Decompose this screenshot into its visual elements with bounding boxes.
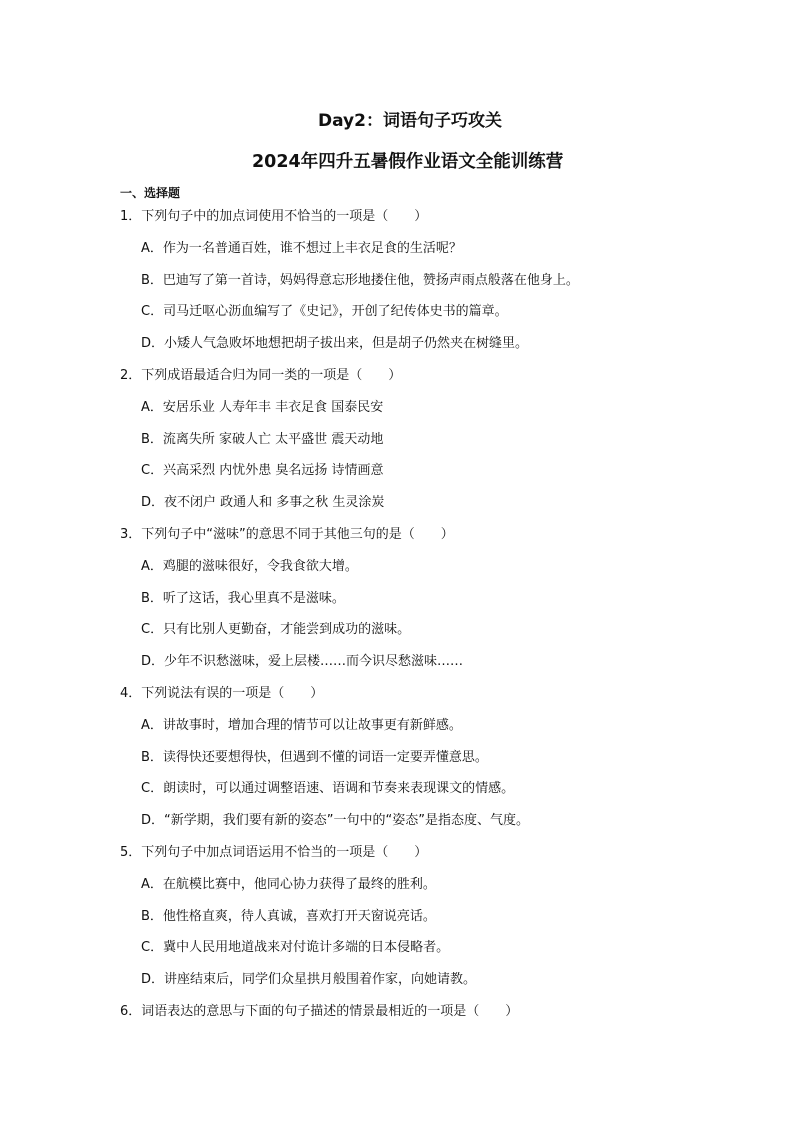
question-option: A．作为一名普通百姓，谁不想过上丰衣足食的生活呢？ [141,240,462,256]
question-option: B．他性格直爽，待人真诚，喜欢打开天窗说亮话。 [141,908,436,924]
question-option: D．讲座结束后，同学们众星拱月般围着作家，向她请教。 [141,972,477,988]
question-option: A．安居乐业 人寿年丰 丰衣足食 国泰民安 [141,399,384,415]
question-option: B．巴迪写了第一首诗，妈妈得意忘形地搂住他，赞扬声雨点般落在他身上。 [141,272,579,288]
question-stem: 6．词语表达的意思与下面的句子描述的情景最相近的一项是（ ） [120,1004,519,1019]
question-option: C．兴高采烈 内忧外患 臭名远扬 诗情画意 [141,463,384,479]
question-option: C．只有比别人更勤奋，才能尝到成功的滋味。 [141,622,411,638]
section-heading: 一、选择题 [120,186,181,200]
page-title: Day2：词语句子巧攻关 [318,111,502,131]
question-option: C．冀中人民用地道战来对付诡计多端的日本侵略者。 [141,940,450,956]
question-option: D．夜不闭户 政通人和 多事之秋 生灵涂炭 [141,495,385,511]
question-option: A．讲故事时，增加合理的情节可以让故事更有新鲜感。 [141,717,462,733]
question-option: C．司马迁呕心沥血编写了《史记》，开创了纪传体史书的篇章。 [141,304,508,320]
question-option: A．鸡腿的滋味很好，令我食欲大增。 [141,558,358,574]
question-option: A．在航模比赛中，他同心协力获得了最终的胜利。 [141,876,436,892]
question-option: D．“新学期，我们要有新的姿态”一句中的“姿态”是指态度、气度。 [141,813,529,829]
question-option: D．小矮人气急败坏地想把胡子拔出来，但是胡子仍然夹在树缝里。 [141,336,529,352]
question-stem: 5．下列句子中加点词语运用不恰当的一项是（ ） [120,845,428,860]
question-option: B．听了这话，我心里真不是滋味。 [141,590,345,606]
question-stem: 2．下列成语最适合归为同一类的一项是（ ） [120,368,402,383]
question-stem: 4．下列说法有误的一项是（ ） [120,686,324,701]
question-stem: 1．下列句子中的加点词使用不恰当的一项是（ ） [120,209,428,224]
question-option: C．朗读时，可以通过调整语速、语调和节奏来表现课文的情感。 [141,781,515,797]
page-subtitle: 2024年四升五暑假作业语文全能训练营 [252,152,564,172]
question-option: B．读得快还要想得快，但遇到不懂的词语一定要弄懂意思。 [141,749,488,765]
question-stem: 3．下列句子中“滋味”的意思不同于其他三句的是（ ） [120,527,454,542]
question-option: B．流离失所 家破人亡 太平盛世 震天动地 [141,431,384,447]
question-option: D．少年不识愁滋味，爱上层楼……而今识尽愁滋味…… [141,654,464,670]
